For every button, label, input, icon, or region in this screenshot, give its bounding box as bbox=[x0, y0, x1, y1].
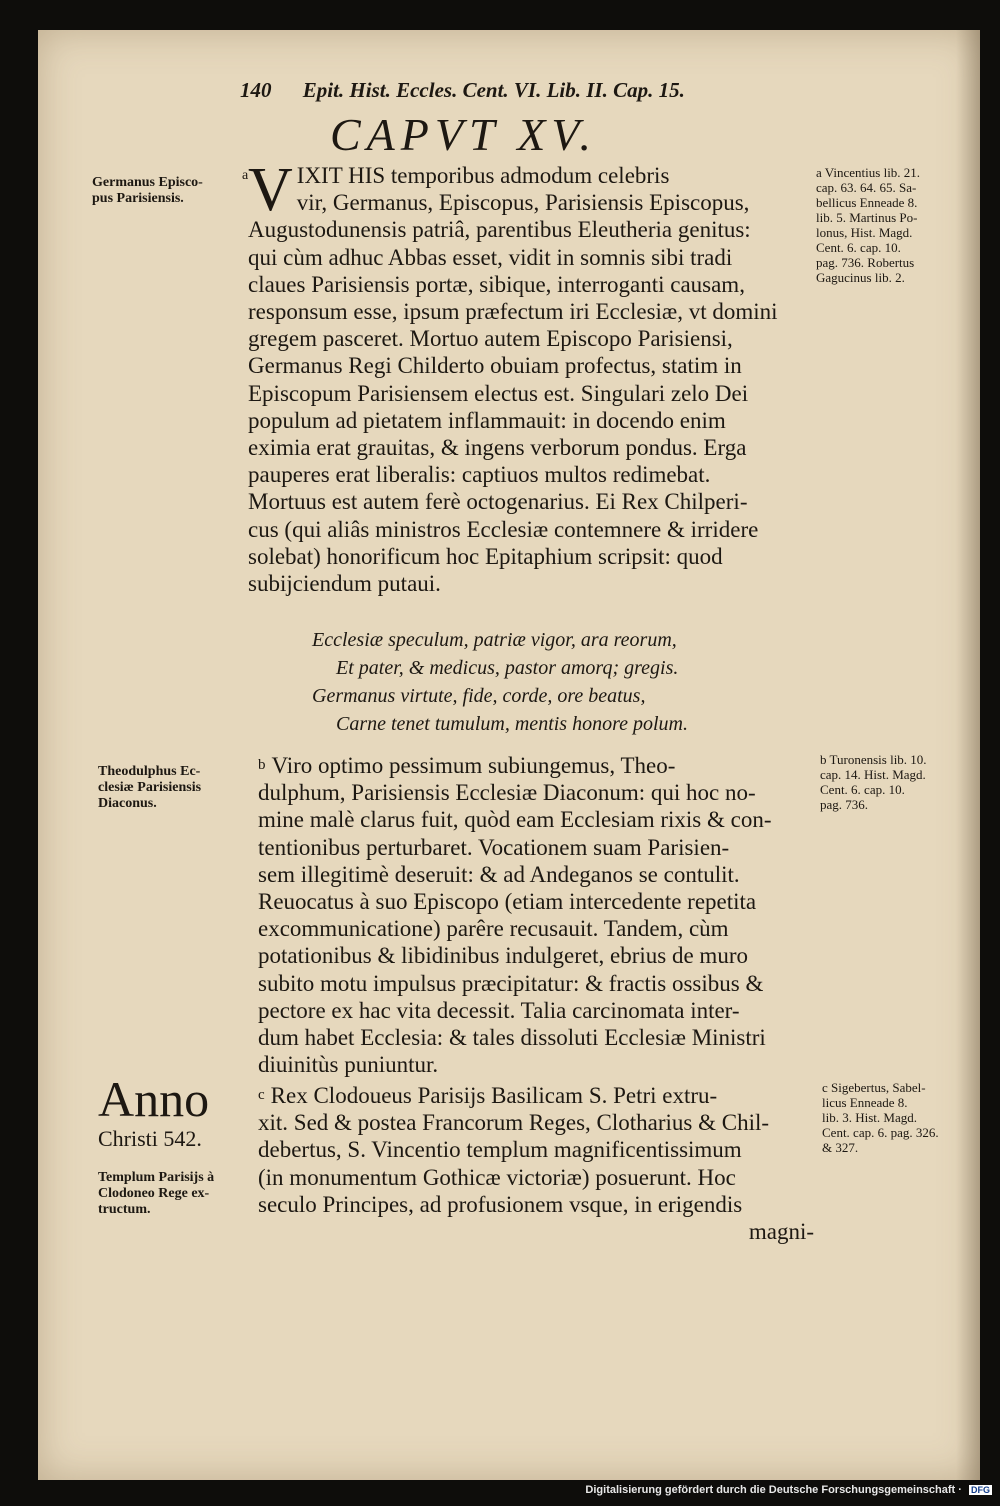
anno-year: Christi 542. bbox=[98, 1126, 202, 1151]
digitization-footer bbox=[0, 1484, 992, 1496]
paragraph-theodulphus: $^b$ Viro optimo pessimum subiungemus, Theo- dulphum, Parisiensis Ecclesiæ Diaconum: qui hoc no- mine malè clarus fuit, quòd eam Ecclesiam rixis & con- tentionibus perturbaret. Vocationem suam Parisien- sem illegitimè deseruit: & ad Andeganos se contulit. Reuocatus à suo Episcopo (etiam intercedente repetita excommunicatione) parêre recusauit. Tandem, cùm potationibus & libidinibus indulgeret, ebrius de muro subito motu impulsus præcipitatur: & fractis ossibus & pectore ex hac vita decessit. Talia carcinomata inter- dum habet Ecclesia: & tales dissoluti Ecclesiæ Ministri diuinitùs puniuntur. bbox=[258, 753, 772, 1078]
drop-cap: V bbox=[248, 156, 293, 224]
running-title: Epit. Hist. Eccles. Cent. VI. Lib. II. Cap. 15. bbox=[302, 78, 685, 102]
anno-heading: Anno bbox=[98, 1071, 210, 1127]
footnote-b: b Turonensis lib. 10. cap. 14. Hist. Magd. Cent. 6. cap. 10. pag. 736. bbox=[820, 752, 927, 812]
running-header bbox=[240, 78, 800, 103]
chapter-title: CAPVT XV. bbox=[330, 109, 597, 160]
note-marker-c: c bbox=[258, 1087, 265, 1103]
note-marker-b: b bbox=[258, 757, 266, 773]
margin-note-templum: Templum Parisijs à Clodoneo Rege ex- tructum. bbox=[98, 1170, 215, 1217]
paragraph-germanus: a V IXIT HIS temporibus admodum celebris vir, Germanus, Episcopus, Parisiensis Episcopus, Augustodunensis patriâ, parentibus Eleutheria genitus: qui cùm adhuc Abbas esset, vidit in somnis sibi tradi claues Parisiensis portæ, sibique, interroganti causam, responsum esse, ipsum præfectum iri Ecclesiæ, vt domini gregem pasceret. Mortuo autem Episcopo Parisiensi, Germanus Regi Childerto obuiam profectus, statim in Episcopum Parisiensem electus est. Singulari zelo Dei populum ad pietatem inflammauit: in docendo enim eximia erat grauitas, & ingens verborum pondus. Erga pauperes erat liberalis: captiuos multos redimebat. Mortuus est autem ferè octogenarius. Ei Rex Chilperi- cus (qui aliâs ministros Ecclesiæ contemnere & irridere solebat) honorificum hoc Epitaphium scripsit: quod subijciendum putaui. bbox=[242, 156, 778, 597]
dfg-logo: DFG bbox=[971, 1485, 990, 1495]
margin-note-theodulphus: Theodulphus Ec- clesiæ Parisiensis Diaconus. bbox=[98, 764, 202, 811]
footnote-c: c Sigebertus, Sabel- licus Enneade 8. lib. 3. Hist. Magd. Cent. cap. 6. pag. 326. & 327. bbox=[822, 1080, 939, 1155]
paragraph-clodoueus: $^c$ Rex Clodoueus Parisijs Basilicam S. Petri extru- xit. Sed & postea Francorum Reges, Clotharius & Chil- debertus, S. Vincentio templum magnificentissimum (in monumentum Gothicæ victoriæ) posuerunt. Hoc seculo Principes, ad profusionem vsque, in erigendis magni- bbox=[258, 1083, 814, 1245]
note-marker-a: a bbox=[242, 168, 249, 183]
epitaph-verse: Ecclesiæ speculum, patriæ vigor, ara reorum, Et pater, & medicus, pastor amorq; gregis. Germanus virtute, fide, corde, ore beatus, Carne tenet tumulum, mentis honore polum. bbox=[312, 629, 689, 735]
footer-text: Digitalisierung gefördert durch die Deutsche Forschungsgemeinschaft · bbox=[585, 1484, 962, 1496]
margin-note-germanus: Germanus Episco- pus Parisiensis. bbox=[92, 175, 203, 206]
footnote-a: a Vincentius lib. 21. cap. 63. 64. 65. Sa- bellicus Enneade 8. lib. 5. Martinus Po- lonus, Hist. Magd. Cent. 6. cap. 10. pag. 736. Robertus Gagucinus lib. 2. bbox=[816, 165, 921, 285]
catchword: magni- bbox=[748, 1219, 814, 1245]
page-number: 140 bbox=[240, 78, 272, 102]
page-gutter bbox=[956, 30, 980, 1480]
